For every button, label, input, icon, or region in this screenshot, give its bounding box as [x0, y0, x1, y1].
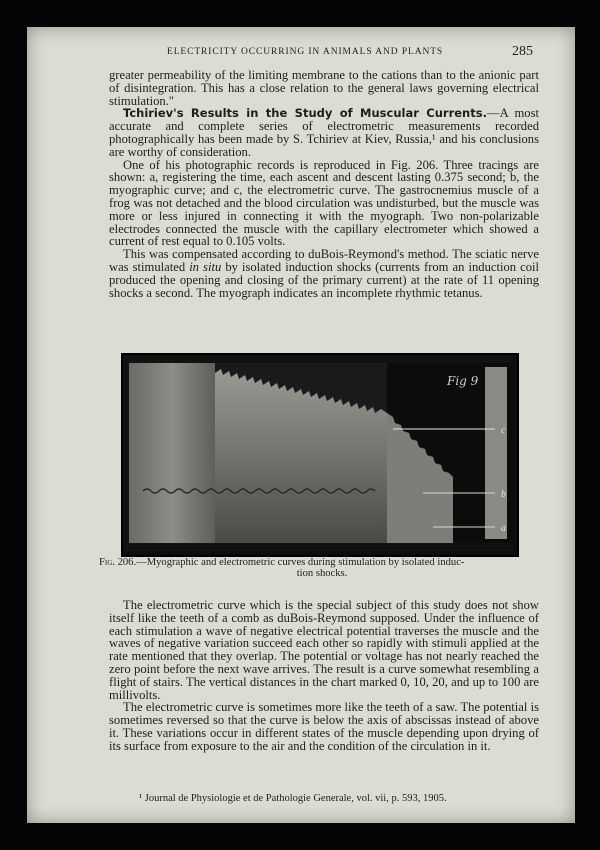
figure-caption: [99, 557, 545, 579]
body-text-bottom: [109, 599, 539, 753]
paragraph-2: [109, 107, 539, 158]
left-panel: [129, 363, 215, 543]
body-text-top: [109, 69, 539, 299]
caption-text: —Myographic and electrometric curves during stimulation by isolated induc-: [136, 557, 465, 568]
paragraph-4-em: in situ: [189, 259, 222, 274]
figure-206-photograph: [121, 353, 519, 557]
figure-inscription: Fig 9: [447, 374, 479, 388]
right-edge-strip: [485, 367, 507, 539]
caption-label: Fig. 206.: [99, 557, 137, 568]
myograph-record: [123, 355, 513, 551]
section-heading: Tchiriev's Results in the Study of Muscular Currents.: [123, 106, 487, 121]
footnote: ¹ Journal de Physiologie et de Pathologie Generale, vol. vii, p. 593, 1905.: [139, 793, 447, 804]
paragraph-5: The electrometric curve which is the special subject of this study does not show itself like the teeth of a comb as duBois-Reymond supposed. Under the influence of each stimulation a wave of negative electrical potential traverses the muscle and the waves of negative variation succeed each other so rapidly with stimuli applied at the rate mentioned that they overlap. The potential or voltage has not nearly reached the zero point before the next wave arrives. The result is a curve somewhat resembling a flight of stairs. The vertical distances in the chart marked 0, 10, 20, and up to 100 are millivolts.: [109, 598, 539, 702]
trace-label-c: c: [501, 425, 506, 436]
trace-label-b: b: [501, 489, 506, 500]
page-header: [27, 45, 575, 65]
page-number: 285: [512, 44, 533, 59]
paragraph-3: One of his photographic records is reproduced in Fig. 206. Three tracings are shown: a, registering the time, each ascent and descent lasting 0.375 second; b, the myographic curve; and c, the electrometric curve. The gastrocnemius muscle of a frog was not detached and the blood circulation was undisturbed, but the muscle was more or less injured in connecting it with the myograph. Two non-polarizable electrodes connected the muscle with the capillary electrometer which showed a current of rest equal to 0.105 volts.: [109, 157, 539, 249]
book-page: [27, 27, 575, 823]
paragraph-4-b: by isolated induction shocks (currents from an induction coil produced the opening and closing of the primary current) at the rate of 11 opening shocks a second. The myograph indicates an incomplete rhythmic tetanus.: [109, 259, 540, 300]
caption-text-cont: tion shocks.: [296, 568, 348, 579]
paragraph-1: greater permeability of the limiting membrane to the cations than to the anionic part of disintegration. This has a close relation to the general laws governing electrical stimulation.": [109, 68, 539, 108]
paragraph-4: [109, 248, 539, 299]
paragraph-6: The electrometric curve is sometimes more like the teeth of a saw. The potential is sometimes reversed so that the curve is below the axis of abscissas instead of above it. These variations occur in different states of the muscle depending upon drying of its surface from exposure to the air and the condition of the circulation in it.: [109, 700, 539, 753]
paragraph-2-text: —A most accurate and complete series of electrometric measurements recorded photographically has been made by S. Tchiriev at Kiev, Russia,¹ and his conclusions are worthy of consideration.: [109, 106, 539, 159]
trace-label-a: a: [501, 523, 506, 534]
running-head: ELECTRICITY OCCURRING IN ANIMALS AND PLANTS: [167, 47, 444, 57]
paragraph-4-a: This was compensated according to duBois-Reymond's method. The sciatic nerve was stimulated: [109, 247, 539, 274]
